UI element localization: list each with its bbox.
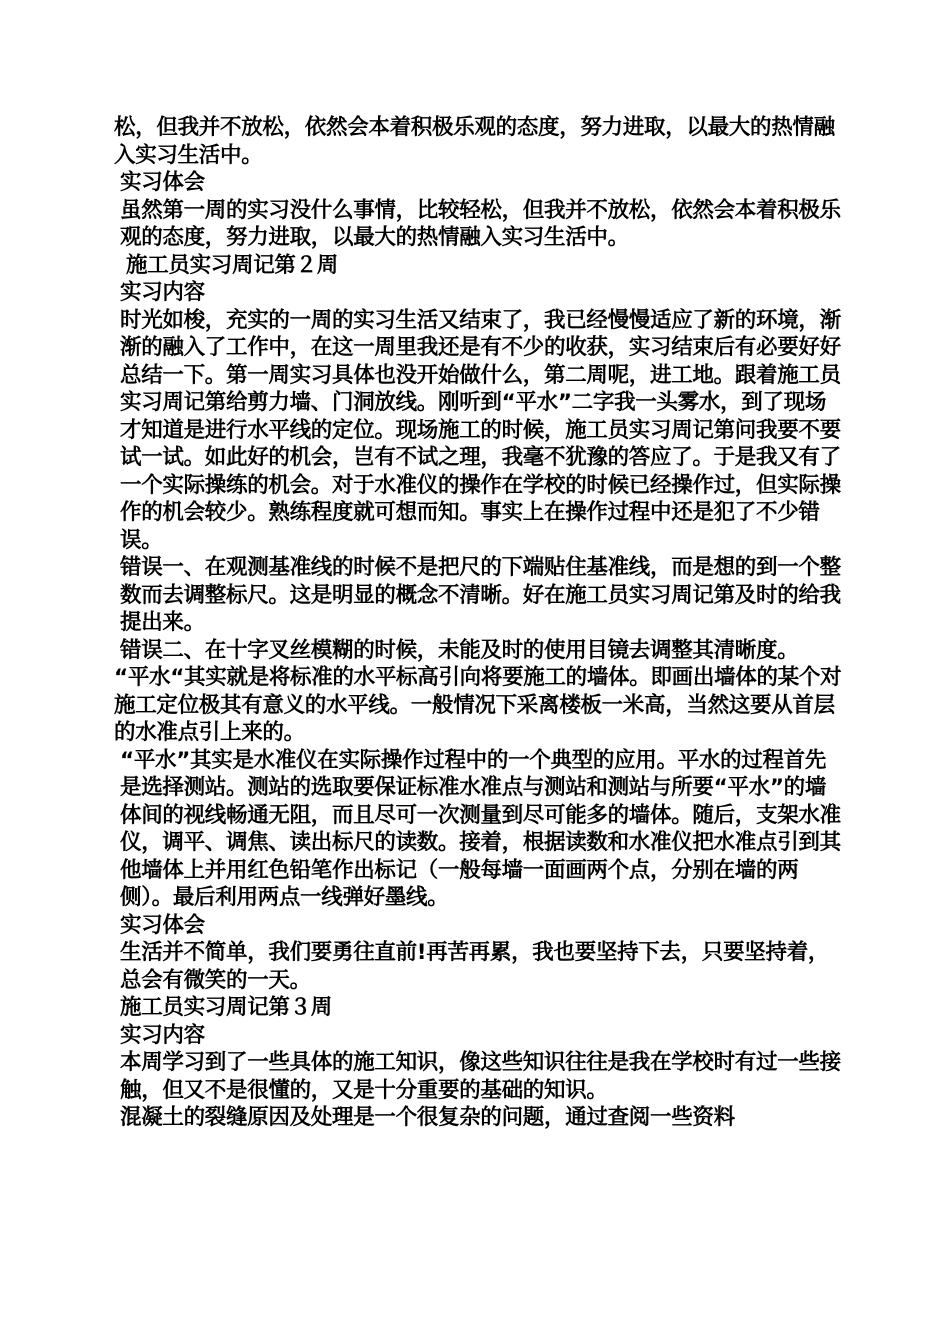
document-body	[114, 114, 844, 1132]
paragraph: 时光如梭，充实的一周的实习生活又结束了，我已经慢慢适应了新的环境，渐渐的融入了工作中，在这一周里我还是有不少的收获，实习结束后有必要好好总结一下。第一周实习具体也没开始做什么，第二周呢，进工地。跟着施工员实习周记第给剪力墙、门洞放线。刚听到“平水”二字我一头雾水，到了现场才知道是进行水平线的定位。现场施工的时候，施工员实习周记第问我要不要试一试。如此好的机会，岂有不试之理，我毫不犹豫的答应了。于是我又有了一个实际操练的机会。对于水准仪的操作在学校的时候已经操作过，但实际操作的机会较少。熟练程度就可想而知。事实上在操作过程中还是犯了不少错误。	[120, 307, 841, 553]
week-title: 施工员实习周记第３周	[120, 995, 333, 1020]
paragraph: 松，但我并不放松，依然会本着积极乐观的态度，努力进取，以最大的热情融入实习生活中。	[114, 115, 835, 168]
section-heading: 实习体会	[120, 170, 205, 195]
paragraph: 错误二、在十字叉丝模糊的时候，未能及时的使用目镜去调整其清晰度。	[120, 637, 799, 663]
week-title: 施工员实习周记第２周	[126, 252, 339, 278]
section-heading: 实习内容	[120, 280, 205, 305]
paragraph: “平水“其实就是将标准的水平标高引向将要施工的墙体。即画出墙体的某个对施工定位极其有意义的水平线。一般情况下采离楼板一米高，当然这要从首层的水准点引上来的。	[114, 665, 842, 745]
paragraph: “平水”其实是水准仪在实际操作过程中的一个典型的应用。平水的过程首先是选择测站。测站的选取要保证标准水准点与测站和测站与所要“平水”的墙体间的视线畅通无阻，而且尽可一次测量到尽可能多的墙体。随后，支架水准仪，调平、调焦、读出标尺的读数。接着，根据读数和水准仪把水准点引到其他墙体上并用红色铅笔作出标记（一般每墙一面画两个点，分别在墙的两侧）。最后利用两点一线弹好墨线。	[120, 747, 841, 910]
section-heading: 实习体会	[120, 912, 205, 938]
paragraph: 本周学习到了一些具体的施工知识，像这些知识往往是我在学校时有过一些接触，但又不是很懂的，又是十分重要的基础的知识。	[120, 1050, 841, 1103]
paragraph: 生活并不简单，我们要勇往直前!再苦再累，我也要坚持下去，只要坚持着，总会有微笑的一天。	[120, 940, 830, 993]
paragraph: 虽然第一周的实习没什么事情，比较轻松，但我并不放松，依然会本着积极乐观的态度，努力进取，以最大的热情融入实习生活中。	[120, 197, 841, 250]
paragraph: 错误一、在观测基准线的时候不是把尺的下端贴住基准线，而是想的到一个整数而去调整标尺。这是明显的概念不清晰。好在施工员实习周记第及时的给我提出来。	[120, 555, 841, 635]
paragraph: 混凝土的裂缝原因及处理是一个很复杂的问题，通过查阅一些资料	[120, 1105, 735, 1130]
section-heading: 实习内容	[120, 1022, 205, 1048]
